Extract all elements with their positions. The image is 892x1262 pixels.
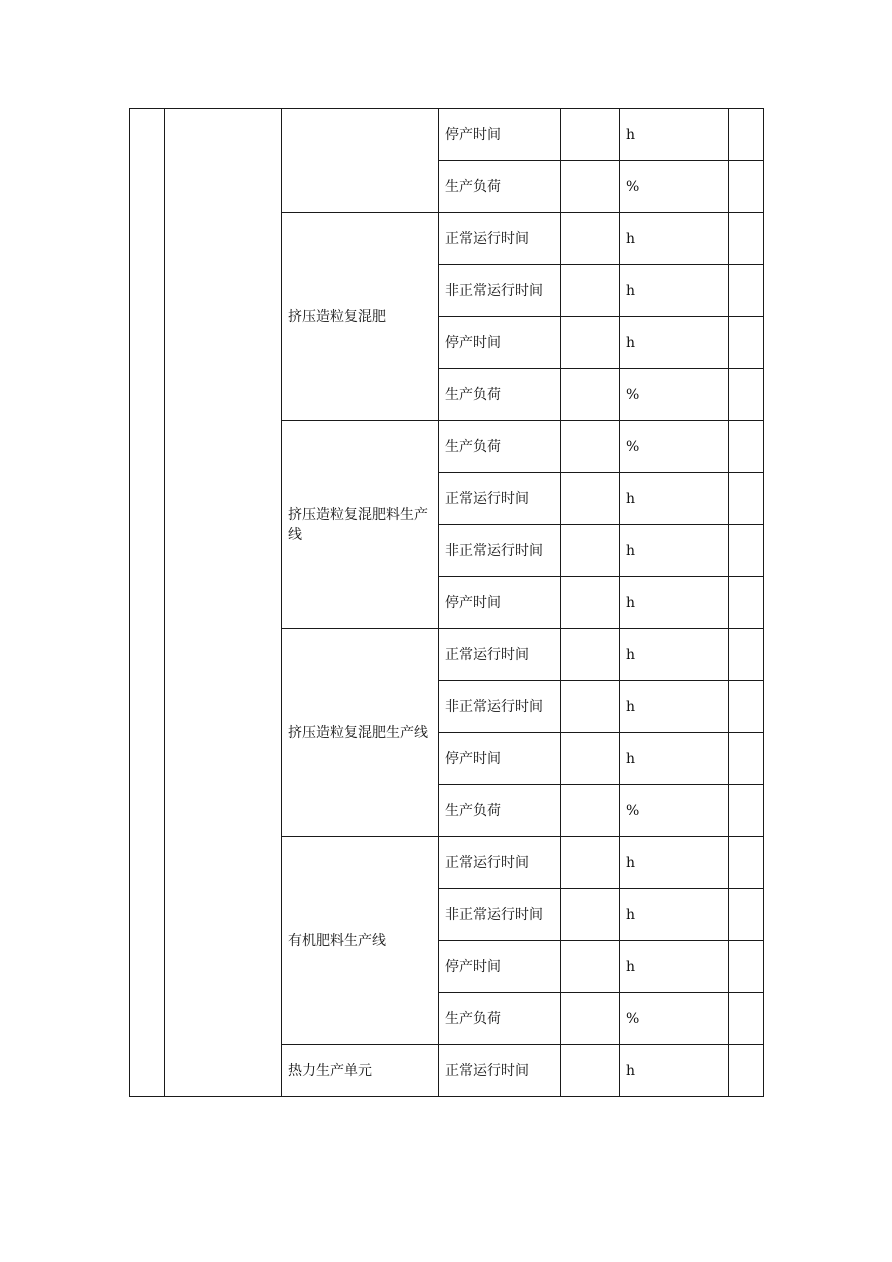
unit-cell: h	[620, 525, 729, 577]
value-cell	[561, 1045, 620, 1097]
value-cell	[561, 265, 620, 317]
unit-cell: h	[620, 629, 729, 681]
unit-cell: h	[620, 213, 729, 265]
production-line-cell: 挤压造粒复混肥料生产线	[282, 421, 439, 629]
indicator-cell: 停产时间	[439, 109, 561, 161]
indicator-cell: 非正常运行时间	[439, 265, 561, 317]
indicator-cell: 非正常运行时间	[439, 525, 561, 577]
unit-cell: h	[620, 837, 729, 889]
note-cell	[729, 265, 764, 317]
note-cell	[729, 889, 764, 941]
note-cell	[729, 317, 764, 369]
production-line-cell	[282, 109, 439, 213]
value-cell	[561, 629, 620, 681]
note-cell	[729, 681, 764, 733]
unit-cell: %	[620, 421, 729, 473]
unit-cell: %	[620, 993, 729, 1045]
unit-cell: h	[620, 265, 729, 317]
unit-cell: h	[620, 577, 729, 629]
value-cell	[561, 941, 620, 993]
unit-cell: h	[620, 473, 729, 525]
unit-cell: h	[620, 733, 729, 785]
note-cell	[729, 733, 764, 785]
note-cell	[729, 421, 764, 473]
indicator-cell: 正常运行时间	[439, 213, 561, 265]
note-cell	[729, 1045, 764, 1097]
indicator-cell: 停产时间	[439, 733, 561, 785]
note-cell	[729, 993, 764, 1045]
indicator-cell: 停产时间	[439, 317, 561, 369]
indicator-cell: 生产负荷	[439, 993, 561, 1045]
indicator-cell: 正常运行时间	[439, 837, 561, 889]
indicator-cell: 正常运行时间	[439, 1045, 561, 1097]
note-cell	[729, 161, 764, 213]
note-cell	[729, 785, 764, 837]
production-line-cell: 有机肥料生产线	[282, 837, 439, 1045]
unit-cell: h	[620, 109, 729, 161]
table-row	[130, 109, 764, 161]
note-cell	[729, 369, 764, 421]
indicator-cell: 停产时间	[439, 577, 561, 629]
unit-cell: %	[620, 369, 729, 421]
note-cell	[729, 629, 764, 681]
value-cell	[561, 473, 620, 525]
note-cell	[729, 109, 764, 161]
value-cell	[561, 161, 620, 213]
indicator-cell: 生产负荷	[439, 785, 561, 837]
unit-cell: h	[620, 889, 729, 941]
indicator-cell: 非正常运行时间	[439, 889, 561, 941]
indicator-cell: 非正常运行时间	[439, 681, 561, 733]
unit-cell: h	[620, 681, 729, 733]
note-cell	[729, 837, 764, 889]
value-cell	[561, 993, 620, 1045]
unit-cell: %	[620, 161, 729, 213]
category-cell	[165, 109, 282, 1097]
unit-cell: %	[620, 785, 729, 837]
value-cell	[561, 317, 620, 369]
production-line-cell: 挤压造粒复混肥	[282, 213, 439, 421]
indicator-cell: 生产负荷	[439, 421, 561, 473]
unit-cell: h	[620, 317, 729, 369]
value-cell	[561, 889, 620, 941]
unit-cell: h	[620, 941, 729, 993]
note-cell	[729, 473, 764, 525]
value-cell	[561, 525, 620, 577]
note-cell	[729, 213, 764, 265]
value-cell	[561, 733, 620, 785]
note-cell	[729, 941, 764, 993]
production-line-cell: 挤压造粒复混肥生产线	[282, 629, 439, 837]
indicator-cell: 正常运行时间	[439, 473, 561, 525]
note-cell	[729, 577, 764, 629]
production-status-table	[129, 108, 764, 1097]
value-cell	[561, 421, 620, 473]
indicator-cell: 生产负荷	[439, 369, 561, 421]
value-cell	[561, 577, 620, 629]
value-cell	[561, 837, 620, 889]
unit-cell: h	[620, 1045, 729, 1097]
indicator-cell: 正常运行时间	[439, 629, 561, 681]
serial-cell	[130, 109, 165, 1097]
value-cell	[561, 213, 620, 265]
value-cell	[561, 785, 620, 837]
value-cell	[561, 369, 620, 421]
indicator-cell: 停产时间	[439, 941, 561, 993]
value-cell	[561, 681, 620, 733]
production-line-cell: 热力生产单元	[282, 1045, 439, 1097]
note-cell	[729, 525, 764, 577]
table-body	[130, 109, 764, 1097]
indicator-cell: 生产负荷	[439, 161, 561, 213]
value-cell	[561, 109, 620, 161]
